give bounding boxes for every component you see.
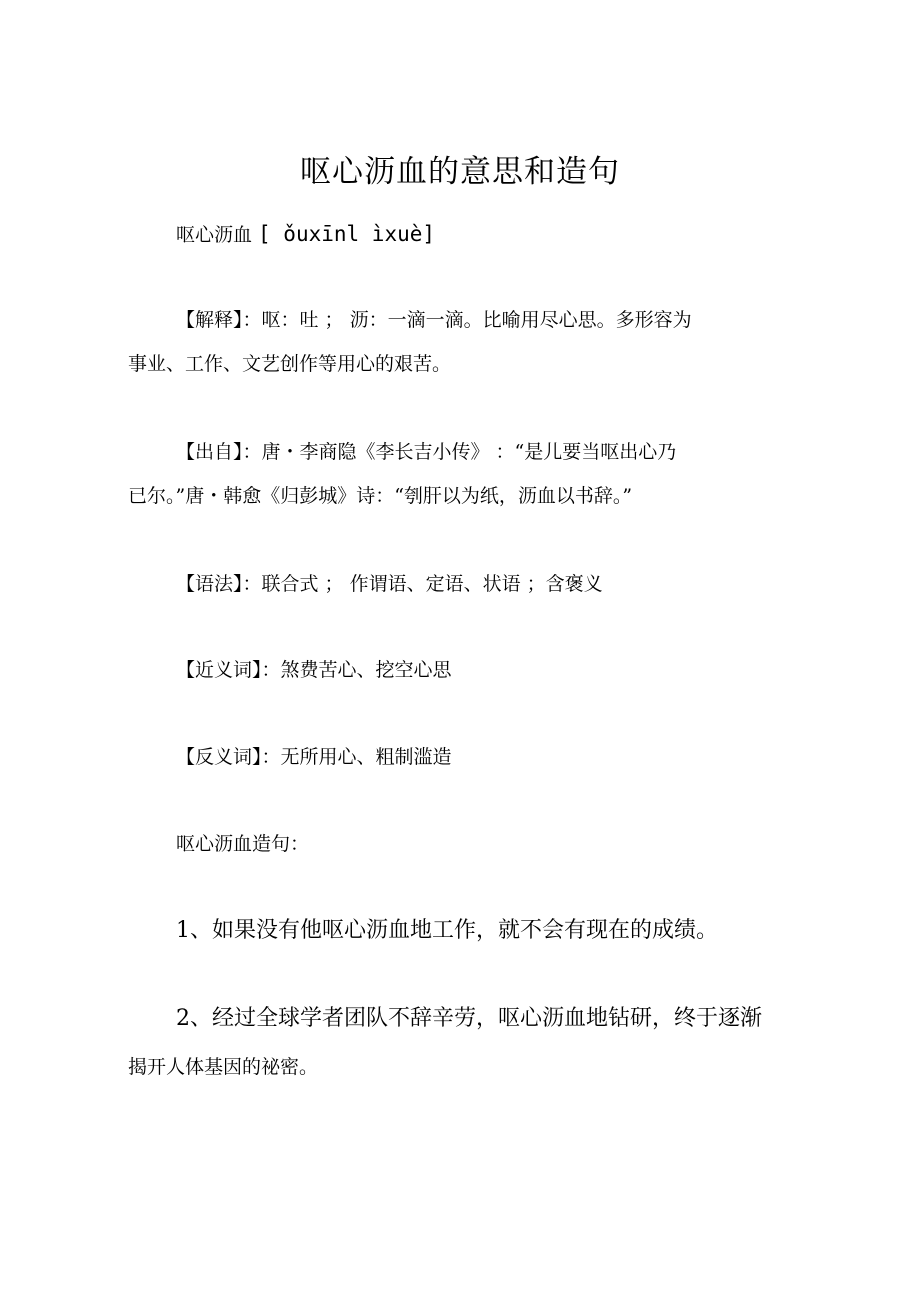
idiom-word: 呕心沥血 bbox=[176, 224, 253, 246]
synonyms-line: 【近义词】：煞费苦心、挖空心思 bbox=[176, 659, 452, 681]
examples-heading: 呕心沥血造句： bbox=[176, 833, 310, 855]
definition-line-1: 【解释】：呕：吐 ； 沥：一滴一滴。比喻用尽心思。多形容为 bbox=[176, 309, 692, 331]
source-line-1: 【出自】：唐・李商隐《李长吉小传》 ：“是儿要当呕出心乃 bbox=[176, 441, 677, 463]
source-line-2: 已尔。”唐・韩愈《归彭城》诗：“刳肝以为纸，沥血以书辞。” bbox=[128, 485, 633, 507]
example-2-line-1: 2、经过全球学者团队不辞辛劳，呕心沥血地钻研，终于逐渐 bbox=[176, 1006, 762, 1031]
example-1: 1、如果没有他呕心沥血地工作，就不会有现在的成绩。 bbox=[176, 918, 718, 943]
page-title: 呕心沥血的意思和造句 bbox=[300, 154, 620, 190]
antonyms-line: 【反义词】：无所用心、粗制滥造 bbox=[176, 746, 452, 768]
example-2-line-2: 揭开人体基因的祕密。 bbox=[128, 1056, 319, 1078]
grammar-line: 【语法】：联合式 ； 作谓语、定语、状语 ；含褒义 bbox=[176, 573, 603, 595]
pinyin-line bbox=[176, 212, 796, 257]
definition-line-2: 事业、工作、文艺创作等用心的艰苦。 bbox=[128, 353, 452, 375]
pinyin-reading: [ ǒuxīnl ìxuè] bbox=[258, 222, 436, 246]
